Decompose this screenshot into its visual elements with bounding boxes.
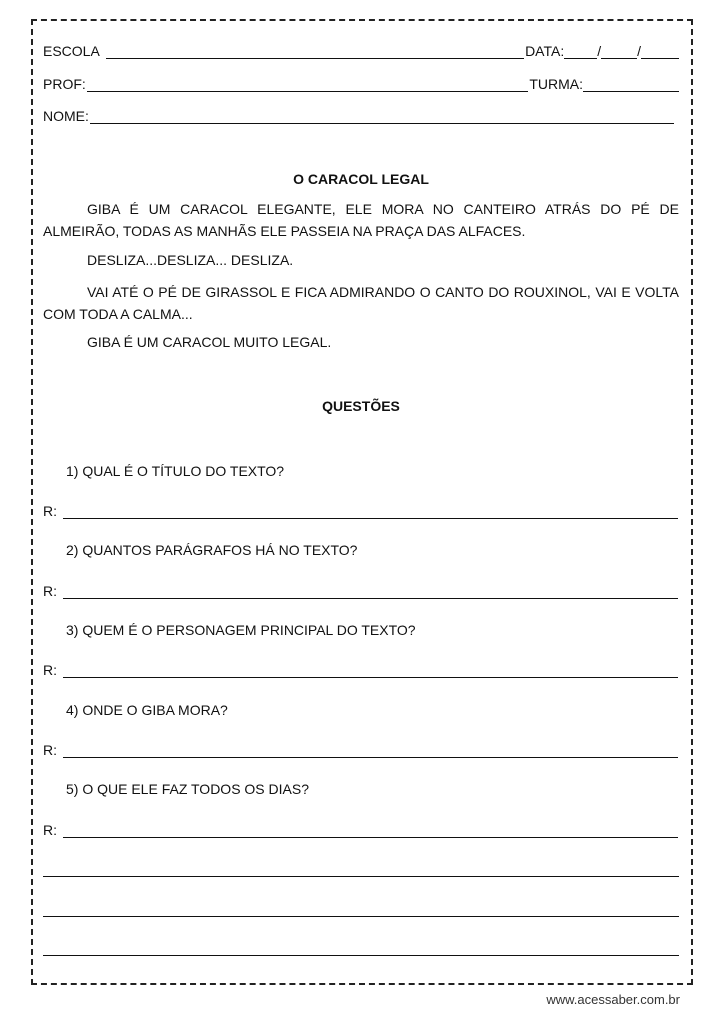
name-field-row: [43, 108, 675, 124]
school-input-line[interactable]: [106, 45, 524, 59]
answer-line-1[interactable]: [63, 505, 678, 519]
question-2: 2) QUANTOS PARÁGRAFOS HÁ NO TEXTO?: [66, 542, 358, 558]
teacher-label: PROF:: [43, 76, 86, 92]
question-4: 4) ONDE O GIBA MORA?: [66, 702, 228, 718]
teacher-field-row: [43, 76, 679, 92]
name-input-line[interactable]: [90, 110, 674, 124]
answer-row-2: [43, 583, 679, 599]
question-1: 1) QUAL É O TÍTULO DO TEXTO?: [66, 463, 285, 479]
school-label: ESCOLA: [43, 43, 100, 59]
story-paragraph-3: VAI ATÉ O PÉ DE GIRASSOL E FICA ADMIRANDO O CANTO DO ROUXINOL, VAI E VOLTA COM TODA A CALMA...: [43, 284, 679, 322]
question-3: 3) QUEM É O PERSONAGEM PRINCIPAL DO TEXTO?: [66, 622, 416, 638]
date-slash-2: /: [637, 43, 641, 59]
extra-answer-line-2[interactable]: [43, 915, 679, 917]
worksheet-border: [31, 19, 693, 985]
answer-row-1: [43, 503, 679, 519]
story-paragraph-1: GIBA É UM CARACOL ELEGANTE, ELE MORA NO CANTEIRO ATRÁS DO PÉ DE ALMEIRÃO, TODAS AS MANHÃS ELE PASSEIA NA PRAÇA DAS ALFACES.: [43, 201, 679, 239]
answer-label-2: R:: [43, 583, 57, 599]
answer-line-5[interactable]: [63, 824, 678, 838]
class-label: TURMA:: [529, 76, 583, 92]
answer-label-5: R:: [43, 822, 57, 838]
website-footer: www.acessaber.com.br: [546, 992, 680, 1007]
answer-line-4[interactable]: [63, 744, 678, 758]
answer-label-4: R:: [43, 742, 57, 758]
extra-answer-line-1[interactable]: [43, 875, 679, 877]
class-input-line[interactable]: [583, 78, 679, 92]
answer-label-1: R:: [43, 503, 57, 519]
date-slash-1: /: [597, 43, 602, 59]
extra-answer-line-3[interactable]: [43, 954, 679, 956]
story-paragraph-2: DESLIZA...DESLIZA... DESLIZA.: [87, 252, 294, 268]
date-month-line[interactable]: [601, 45, 637, 59]
answer-row-3: [43, 662, 679, 678]
answer-line-2[interactable]: [63, 585, 678, 599]
name-label: NOME:: [43, 108, 89, 124]
answer-line-3[interactable]: [63, 664, 678, 678]
school-field-row: [43, 43, 679, 59]
answer-row-5: [43, 822, 679, 838]
answer-label-3: R:: [43, 662, 57, 678]
story-title: O CARACOL LEGAL: [293, 171, 429, 187]
story-paragraph-4: GIBA É UM CARACOL MUITO LEGAL.: [87, 334, 332, 350]
questions-title: QUESTÕES: [322, 398, 400, 414]
question-5: 5) O QUE ELE FAZ TODOS OS DIAS?: [66, 781, 309, 797]
date-day-line[interactable]: [564, 45, 597, 59]
date-year-line[interactable]: [641, 45, 679, 59]
date-label: DATA:: [525, 43, 565, 59]
answer-row-4: [43, 742, 679, 758]
teacher-input-line[interactable]: [87, 78, 529, 92]
